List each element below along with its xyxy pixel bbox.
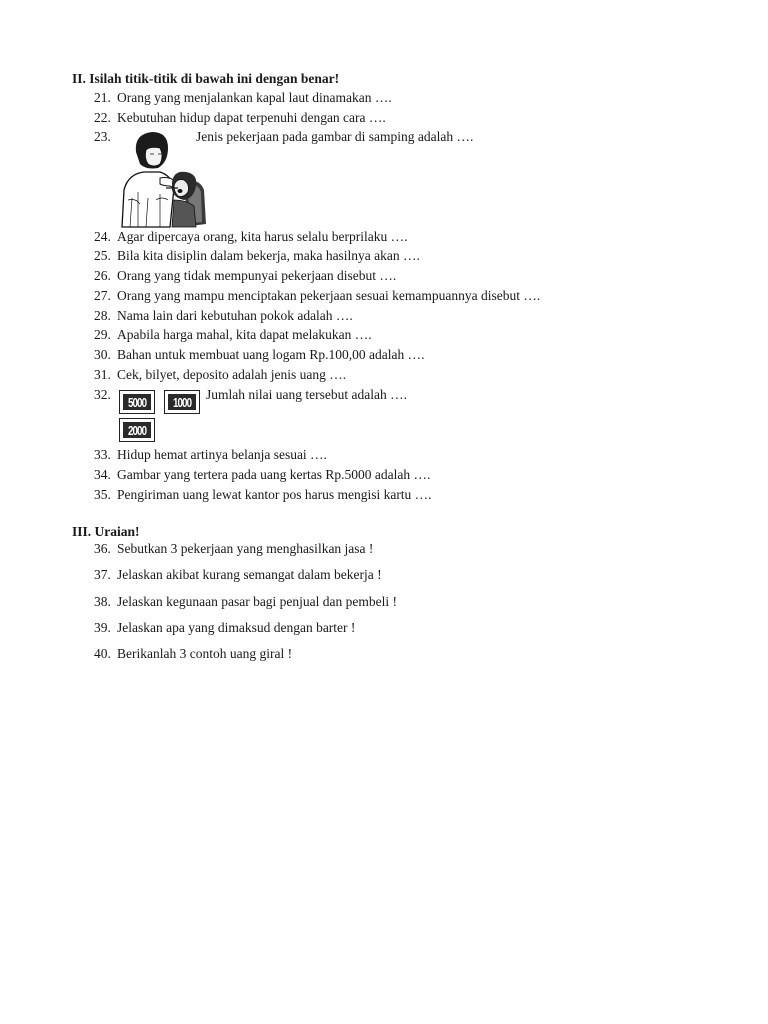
- banknote-value: 2000: [127, 422, 147, 438]
- question-number: 34.: [94, 467, 111, 482]
- question-text: Gambar yang tertera pada uang kertas Rp.5000 adalah ….: [117, 467, 431, 482]
- question-number: 33.: [94, 447, 111, 462]
- question-text: Apabila harga mahal, kita dapat melakukan ….: [117, 327, 372, 342]
- question-number: 22.: [94, 110, 111, 125]
- question-37: [94, 567, 382, 583]
- question-text: Orang yang tidak mempunyai pekerjaan disebut ….: [117, 268, 397, 283]
- question-text: Agar dipercaya orang, kita harus selalu berprilaku ….: [117, 229, 408, 244]
- question-number: 31.: [94, 367, 111, 382]
- question-number: 39.: [94, 620, 111, 635]
- question-38: [94, 594, 397, 610]
- question-text: Kebutuhan hidup dapat terpenuhi dengan cara ….: [117, 110, 386, 125]
- question-29: [94, 327, 372, 343]
- question-number: 28.: [94, 308, 111, 323]
- question-26: [94, 268, 396, 284]
- question-number: 27.: [94, 288, 111, 303]
- banknote-5000: [119, 390, 155, 414]
- question-39: [94, 620, 355, 636]
- question-25: [94, 248, 420, 264]
- question-23: [94, 129, 117, 145]
- section-2-heading: II. Isilah titik-titik di bawah ini dengan benar!: [72, 71, 340, 86]
- question-24: [94, 229, 408, 245]
- question-text: Sebutkan 3 pekerjaan yang menghasilkan jasa !: [117, 541, 374, 556]
- banknote-value: 1000: [172, 394, 192, 410]
- question-text: Berikanlah 3 contoh uang giral !: [117, 646, 293, 661]
- question-number: 21.: [94, 90, 111, 105]
- question-28: [94, 308, 353, 324]
- question-number: 38.: [94, 594, 111, 609]
- question-number: 40.: [94, 646, 111, 661]
- question-34: [94, 467, 430, 483]
- question-27: [94, 288, 540, 304]
- question-number: 37.: [94, 567, 111, 582]
- question-text: Hidup hemat artinya belanja sesuai ….: [117, 447, 327, 462]
- question-text: Cek, bilyet, deposito adalah jenis uang ….: [117, 367, 347, 382]
- question-text: Orang yang mampu menciptakan pekerjaan sesuai kemampuannya disebut ….: [117, 288, 541, 303]
- question-33: [94, 447, 327, 463]
- question-23-text: Jenis pekerjaan pada gambar di samping adalah ….: [196, 129, 474, 144]
- question-number: 25.: [94, 248, 111, 263]
- dentist-illustration-icon: [116, 128, 208, 228]
- question-22: [94, 110, 386, 126]
- banknote-value: 5000: [127, 394, 147, 410]
- question-number: 36.: [94, 541, 111, 556]
- question-number: 32.: [94, 387, 111, 402]
- banknote-1000: [164, 390, 200, 414]
- question-text: Nama lain dari kebutuhan pokok adalah ….: [117, 308, 353, 323]
- question-40: [94, 646, 292, 662]
- question-text: Pengiriman uang lewat kantor pos harus mengisi kartu ….: [117, 487, 432, 502]
- section-3-heading: III. Uraian!: [72, 524, 140, 539]
- question-number: 26.: [94, 268, 111, 283]
- question-text: Jelaskan kegunaan pasar bagi penjual dan pembeli !: [117, 594, 398, 609]
- question-text: Jelaskan akibat kurang semangat dalam bekerja !: [117, 567, 382, 582]
- question-text: Orang yang menjalankan kapal laut dinamakan ….: [117, 90, 392, 105]
- question-number: 35.: [94, 487, 111, 502]
- question-35: [94, 487, 432, 503]
- question-30: [94, 347, 424, 363]
- question-number: 24.: [94, 229, 111, 244]
- banknote-2000: [119, 418, 155, 442]
- question-21: [94, 90, 392, 106]
- question-text: Jelaskan apa yang dimaksud dengan barter !: [117, 620, 356, 635]
- question-number: 30.: [94, 347, 111, 362]
- question-32: [94, 387, 117, 403]
- question-number: 23.: [94, 129, 111, 144]
- question-31: [94, 367, 346, 383]
- question-32-text: Jumlah nilai uang tersebut adalah ….: [206, 387, 407, 402]
- question-text: Bila kita disiplin dalam bekerja, maka hasilnya akan ….: [117, 248, 420, 263]
- question-number: 29.: [94, 327, 111, 342]
- question-36: [94, 541, 373, 557]
- question-text: Bahan untuk membuat uang logam Rp.100,00 adalah ….: [117, 347, 425, 362]
